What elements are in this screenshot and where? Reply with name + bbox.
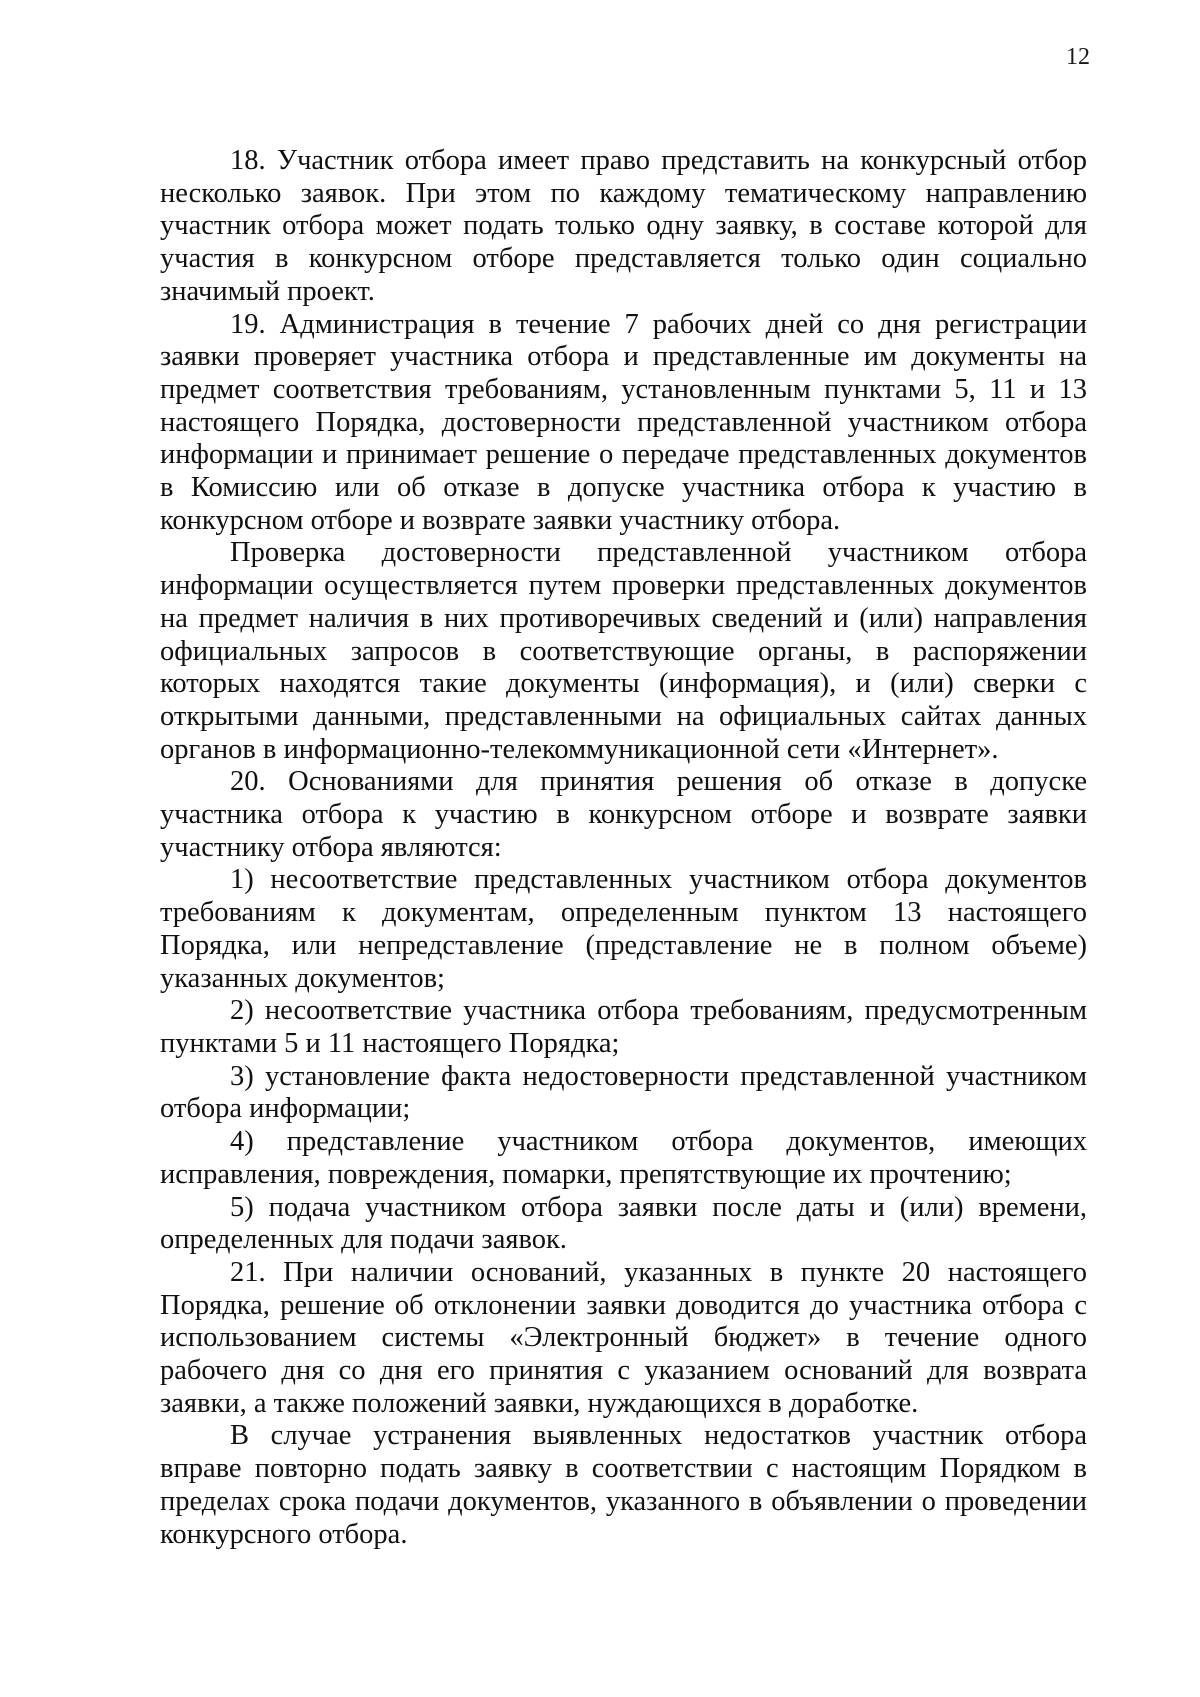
list-item-1: 1) несоответствие представленных участником отбора документов требованиям к документам, определенным пунктом 13 настоящего Порядка, или непредставление (представление не в полном объеме) указанных документов; xyxy=(160,864,1087,994)
page-number: 12 xyxy=(1066,44,1090,70)
paragraph-20: 20. Основаниями для принятия решения об отказе в допуске участника отбора к участию в конкурсном отборе и возврате заявки участнику отбора являются: xyxy=(160,766,1087,863)
document-body xyxy=(160,145,1087,1551)
list-item-5: 5) подача участником отбора заявки после даты и (или) времени, определенных для подачи заявок. xyxy=(160,1191,1087,1256)
list-item-3: 3) установление факта недостоверности представленной участником отбора информации; xyxy=(160,1060,1087,1125)
list-item-4: 4) представление участником отбора документов, имеющих исправления, повреждения, помарки, препятствующие их прочтению; xyxy=(160,1126,1087,1190)
paragraph-verification: Проверка достоверности представленной участником отбора информации осуществляется путем проверки представленных документов на предмет наличия в них противоречивых сведений и (или) направления официальных запросов в соответствующие органы, в распоряжении которых находятся такие документы (информация), и (или) сверки с открытыми данными, представленными на официальных сайтах данных органов в информационно-телекоммуникационной сети «Интернет». xyxy=(160,537,1087,765)
paragraph-18: 18. Участник отбора имеет право представить на конкурсный отбор несколько заявок. При этом по каждому тематическому направлению участник отбора может подать только одну заявку, в составе которой для участия в конкурсном отборе представляется только один социально значимый проект. xyxy=(160,145,1087,307)
paragraph-19: 19. Администрация в течение 7 рабочих дней со дня регистрации заявки проверяет участника отбора и представленные им документы на предмет соответствия требованиям, установленным пунктами 5, 11 и 13 настоящего Порядка, достоверности представленной участником отбора информации и принимает решение о передаче представленных документов в Комиссию или об отказе в допуске участника отбора к участию в конкурсном отборе и возврате заявки участнику отбора. xyxy=(160,308,1087,536)
list-item-2: 2) несоответствие участника отбора требованиям, предусмотренным пунктами 5 и 11 настоящего Порядка; xyxy=(160,995,1087,1059)
paragraph-resubmission: В случае устранения выявленных недостатков участник отбора вправе повторно подать заявку в соответствии с настоящим Порядком в пределах срока подачи документов, указанного в объявлении о проведении конкурсного отбора. xyxy=(160,1420,1087,1550)
paragraph-21: 21. При наличии оснований, указанных в пункте 20 настоящего Порядка, решение об отклонении заявки доводится до участника отбора с использованием системы «Электронный бюджет» в течение одного рабочего дня со дня его принятия с указанием оснований для возврата заявки, а также положений заявки, нуждающихся в доработке. xyxy=(160,1256,1087,1419)
